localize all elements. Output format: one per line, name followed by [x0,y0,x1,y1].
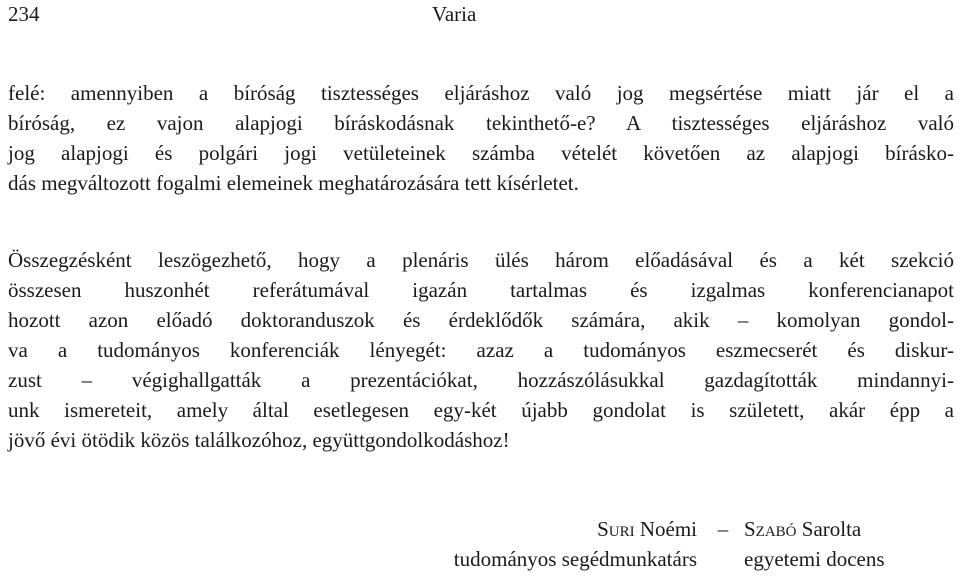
paragraph-line: felé: amennyiben a bíróság tisztességes eljáráshoz való jog megsértése miatt jár el a [8,81,954,105]
paragraph-1 [8,78,954,198]
paragraph-line: jövő évi ötödik közös találkozóhoz, együttgondolkodáshoz! [8,428,510,452]
author-2-name [744,514,944,544]
author-separator: – [717,517,729,541]
author-1-given-name: Noémi [639,517,697,541]
paragraph-line: bíróság, ez vajon alapjogi bíráskodásnak tekinthető-e? A tisztességes eljáráshoz való [8,111,954,135]
author-1-name [357,514,697,544]
paragraph-line: hozott azon előadó doktoranduszok és érdeklődők számára, akik – komolyan gondol- [8,308,954,332]
paragraph-line: Összegzésként leszögezhető, hogy a plenáris ülés három előadásával és a két szekció [8,248,954,272]
author-2 [744,514,944,574]
paragraph-line: unk ismereteit, amely által esetlegesen egy-két újabb gondolat is született, akár épp a [8,398,954,422]
paragraph-line: zust – végighallgatták a prezentációkat, hozzászólásukkal gazdagították mindannyi- [8,368,954,392]
paragraph-line: dás megváltozott fogalmi elemeinek meghatározására tett kísérletet. [8,171,579,195]
paragraph-line: va a tudományos konferenciák lényegét: azaz a tudományos eszmecserét és diskur- [8,338,954,362]
paragraph-line: jog alapjogi és polgári jogi vetületeinek számba vételét követően az alapjogi bírásko- [8,141,954,165]
paragraph-2 [8,245,954,455]
author-1-role: tudományos segédmunkatárs [453,547,697,571]
signature-block [0,514,960,578]
author-2-given-name: Sarolta [801,517,862,541]
running-head: Varia [432,2,477,26]
page-number: 234 [8,2,40,26]
author-2-role: egyetemi docens [744,547,885,571]
author-2-surname: Szabó [744,517,797,541]
author-1-surname: Suri [597,517,635,541]
page-header [0,0,960,30]
author-1 [357,514,697,574]
paragraph-line: összesen huszonhét referátumával igazán tartalmas és izgalmas konferencianapot [8,278,954,302]
